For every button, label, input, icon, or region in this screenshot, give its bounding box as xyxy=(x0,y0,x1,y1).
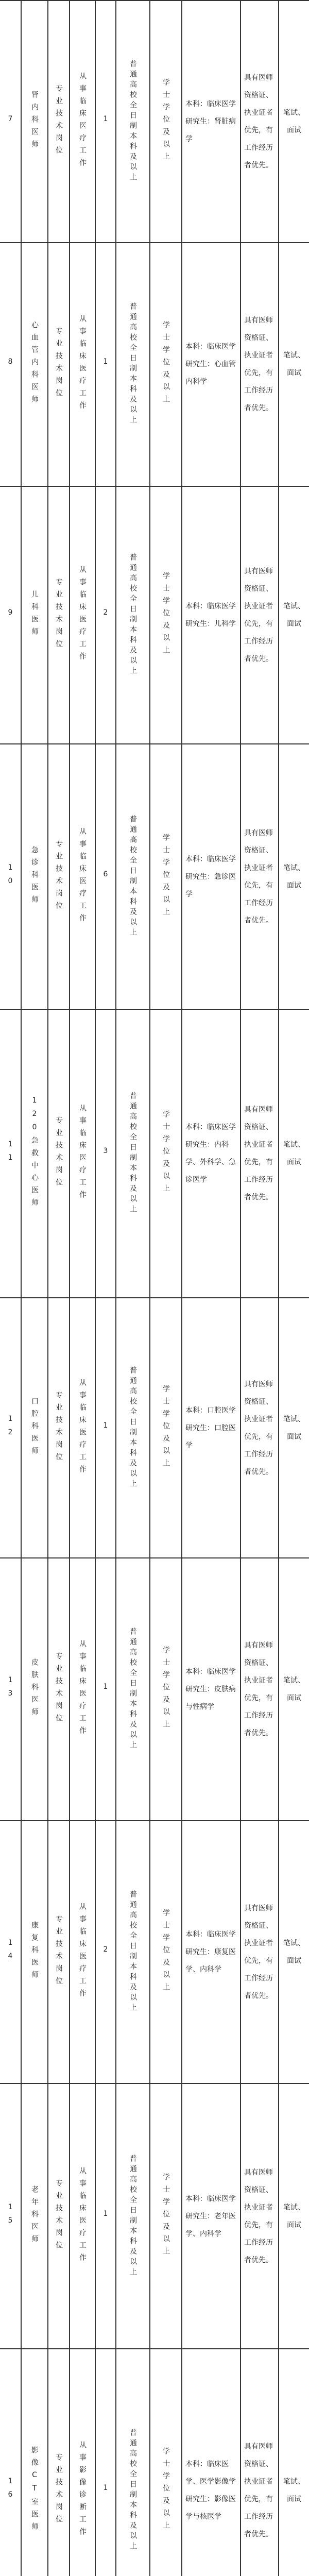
table-row xyxy=(0,744,309,1010)
degree-text: 学士学位及以上 xyxy=(162,2447,170,2534)
exam-method-text: 笔试、面试 xyxy=(283,1939,305,1965)
major-text: 本科：临床医学 研究生：心血管内科学 xyxy=(185,342,236,386)
department-cell xyxy=(21,1558,47,1820)
row-number-text: 13 xyxy=(6,1676,14,1703)
requirements-cell xyxy=(240,744,278,1009)
position-category-cell xyxy=(47,487,69,743)
major-cell xyxy=(181,1,240,242)
position-category-text: 专业技术岗位 xyxy=(55,2453,63,2528)
hire-count-cell xyxy=(95,1010,115,1297)
requirements-text: 具有医师资格证、执业证者优先，有工作经历者优先。 xyxy=(244,74,273,170)
degree-text: 学士学位及以上 xyxy=(162,2173,170,2260)
major-text: 本科：临床医学 研究生：儿科学 xyxy=(185,602,236,628)
degree-text: 学士学位及以上 xyxy=(162,1909,170,1995)
hire-count-text: 1 xyxy=(101,115,110,128)
duty-text: 从事影像诊断工作 xyxy=(78,2441,87,2540)
row-number-text: 8 xyxy=(6,357,14,371)
table-row xyxy=(0,1298,309,1558)
education-text: 普通高校全日制本科及以上 xyxy=(129,2429,137,2552)
hire-count-cell xyxy=(95,487,115,743)
row-number-text: 12 xyxy=(6,1414,14,1442)
exam-method-text: 笔试、面试 xyxy=(283,109,305,134)
department-text: 口腔科医师 xyxy=(30,1397,39,1459)
major-cell xyxy=(181,744,240,1009)
row-number-cell xyxy=(0,744,21,1009)
exam-method-text: 笔试、面试 xyxy=(283,1415,305,1441)
row-number-text: 15 xyxy=(6,2202,14,2230)
exam-method-cell xyxy=(278,1821,309,2083)
department-text: 120急救中心医师 xyxy=(30,1096,39,1211)
requirements-text: 具有医师资格证、执业证者优先，有工作经历者优先。 xyxy=(244,2443,273,2538)
duty-cell xyxy=(69,2084,95,2348)
degree-cell xyxy=(149,2349,181,2576)
duty-text: 从事临床医疗工作 xyxy=(78,566,87,665)
hire-count-cell xyxy=(95,1,115,242)
duty-text: 从事临床医疗工作 xyxy=(78,314,87,414)
position-category-text: 专业技术岗位 xyxy=(55,1391,63,1465)
education-text: 普通高校全日制本科及以上 xyxy=(129,1628,137,1751)
table-row xyxy=(0,0,309,243)
position-category-cell xyxy=(47,1298,69,1557)
requirements-cell xyxy=(240,2084,278,2348)
row-number-cell xyxy=(0,1010,21,1297)
duty-cell xyxy=(69,744,95,1009)
duty-cell xyxy=(69,1558,95,1820)
exam-method-text: 笔试、面试 xyxy=(283,2203,305,2229)
table-row xyxy=(0,242,309,487)
major-text: 本科：临床医学 研究生：肾脏病学 xyxy=(185,100,236,143)
department-cell xyxy=(21,1821,47,2083)
major-text: 本科：临床医学 研究生：急诊医学 xyxy=(185,855,236,899)
department-text: 急诊科医师 xyxy=(30,845,39,908)
exam-method-cell xyxy=(278,1298,309,1557)
exam-method-cell xyxy=(278,487,309,743)
education-cell xyxy=(115,242,149,486)
department-text: 心血管内科医师 xyxy=(30,320,39,408)
duty-text: 从事临床医疗工作 xyxy=(78,1104,87,1203)
exam-method-cell xyxy=(278,1558,309,1820)
department-cell xyxy=(21,744,47,1009)
department-cell xyxy=(21,487,47,743)
hire-count-text: 3 xyxy=(101,1147,110,1160)
duty-cell xyxy=(69,2349,95,2576)
major-cell xyxy=(181,1821,240,2083)
row-number-text: 14 xyxy=(6,1939,14,1965)
row-number-cell xyxy=(0,2349,21,2576)
requirements-cell xyxy=(240,1821,278,2083)
degree-cell xyxy=(149,744,181,1009)
education-cell xyxy=(115,2349,149,2576)
degree-cell xyxy=(149,1298,181,1557)
degree-cell xyxy=(149,487,181,743)
row-number-text: 10 xyxy=(6,863,14,890)
hire-count-text: 1 xyxy=(101,1421,110,1435)
exam-method-cell xyxy=(278,744,309,1009)
requirements-cell xyxy=(240,242,278,486)
position-category-cell xyxy=(47,1821,69,2083)
hire-count-cell xyxy=(95,1558,115,1820)
position-category-cell xyxy=(47,1558,69,1820)
requirements-text: 具有医师资格证、执业证者优先，有工作经历者优先。 xyxy=(244,1904,273,2000)
row-number-cell xyxy=(0,1,21,242)
degree-text: 学士学位及以上 xyxy=(162,1646,170,1733)
education-text: 普通高校全日制本科及以上 xyxy=(129,815,137,939)
major-cell xyxy=(181,1558,240,1820)
position-category-text: 专业技术岗位 xyxy=(55,1116,63,1191)
hire-count-text: 2 xyxy=(101,1945,110,1959)
table-row xyxy=(0,487,309,744)
department-text: 肾内科医师 xyxy=(30,91,39,152)
degree-cell xyxy=(149,1010,181,1297)
row-number-cell xyxy=(0,242,21,486)
major-cell xyxy=(181,242,240,486)
exam-method-text: 笔试、面试 xyxy=(283,1676,305,1702)
row-number-text: 9 xyxy=(6,608,14,622)
hire-count-cell xyxy=(95,1821,115,2083)
position-category-text: 专业技术岗位 xyxy=(55,2179,63,2253)
department-text: 影像CT室医师 xyxy=(30,2446,39,2535)
education-text: 普通高校全日制本科及以上 xyxy=(129,1890,137,2014)
hire-count-cell xyxy=(95,242,115,486)
department-cell xyxy=(21,1,47,242)
requirements-text: 具有医师资格证、执业证者优先，有工作经历者优先。 xyxy=(244,2168,273,2264)
major-text: 本科：临床医学 研究生：康复医学、内科学 xyxy=(185,1930,236,1974)
degree-text: 学士学位及以上 xyxy=(162,320,170,408)
degree-text: 学士学位及以上 xyxy=(162,1384,170,1471)
department-cell xyxy=(21,2084,47,2348)
duty-text: 从事临床医疗工作 xyxy=(78,1378,87,1478)
degree-cell xyxy=(149,2084,181,2348)
row-number-text: 16 xyxy=(6,2477,14,2504)
major-cell xyxy=(181,2349,240,2576)
position-category-cell xyxy=(47,2084,69,2348)
exam-method-text: 笔试、面试 xyxy=(283,863,305,890)
requirements-text: 具有医师资格证、执业证者优先，有工作经历者优先。 xyxy=(244,1380,273,1476)
duty-cell xyxy=(69,242,95,486)
duty-cell xyxy=(69,1298,95,1557)
exam-method-cell xyxy=(278,242,309,486)
department-text: 老年科医师 xyxy=(30,2185,39,2247)
position-category-text: 专业技术岗位 xyxy=(55,327,63,401)
degree-cell xyxy=(149,1,181,242)
row-number-cell xyxy=(0,1298,21,1557)
hire-count-text: 1 xyxy=(101,2484,110,2497)
department-text: 皮肤科医师 xyxy=(30,1658,39,1720)
requirements-text: 具有医师资格证、执业证者优先，有工作经历者优先。 xyxy=(244,828,273,925)
department-cell xyxy=(21,1298,47,1557)
requirements-cell xyxy=(240,1010,278,1297)
exam-method-cell xyxy=(278,2349,309,2576)
exam-method-text: 笔试、面试 xyxy=(283,1141,305,1166)
major-cell xyxy=(181,1010,240,1297)
duty-text: 从事临床医疗工作 xyxy=(78,1903,87,2002)
degree-cell xyxy=(149,1821,181,2083)
duty-text: 从事临床医疗工作 xyxy=(78,827,87,926)
row-number-cell xyxy=(0,1821,21,2083)
department-cell xyxy=(21,242,47,486)
requirements-text: 具有医师资格证、执业证者优先，有工作经历者优先。 xyxy=(244,567,273,663)
row-number-cell xyxy=(0,1558,21,1820)
duty-cell xyxy=(69,1010,95,1297)
education-text: 普通高校全日制本科及以上 xyxy=(129,553,137,677)
table-row xyxy=(0,1558,309,1821)
education-cell xyxy=(115,744,149,1009)
requirements-cell xyxy=(240,1298,278,1557)
major-text: 本科：临床医学 研究生：老年医学、内科学 xyxy=(185,2194,236,2238)
degree-text: 学士学位及以上 xyxy=(162,833,170,920)
requirements-text: 具有医师资格证、执业证者优先，有工作经历者优先。 xyxy=(244,1106,273,1201)
hire-count-cell xyxy=(95,2349,115,2576)
duty-text: 从事临床医疗工作 xyxy=(78,72,87,171)
position-category-cell xyxy=(47,1,69,242)
duty-text: 从事临床医疗工作 xyxy=(78,2166,87,2266)
major-text: 本科：口腔医学 研究生：口腔医学 xyxy=(185,1406,236,1450)
duty-cell xyxy=(69,1821,95,2083)
education-cell xyxy=(115,1558,149,1820)
position-category-text: 专业技术岗位 xyxy=(55,84,63,159)
position-category-text: 专业技术岗位 xyxy=(55,1915,63,1989)
position-category-cell xyxy=(47,1010,69,1297)
major-text: 本科：临床医学 研究生：内科学、外科学、急诊医学 xyxy=(185,1123,236,1184)
hire-count-cell xyxy=(95,2084,115,2348)
table-row xyxy=(0,2084,309,2349)
major-cell xyxy=(181,487,240,743)
requirements-text: 具有医师资格证、执业证者优先，有工作经历者优先。 xyxy=(244,1641,273,1737)
position-category-cell xyxy=(47,744,69,1009)
requirements-cell xyxy=(240,487,278,743)
exam-method-cell xyxy=(278,1010,309,1297)
education-text: 普通高校全日制本科及以上 xyxy=(129,302,137,426)
major-cell xyxy=(181,2084,240,2348)
table-row xyxy=(0,1821,309,2084)
hire-count-cell xyxy=(95,744,115,1009)
duty-cell xyxy=(69,1,95,242)
degree-text: 学士学位及以上 xyxy=(162,78,170,165)
education-text: 普通高校全日制本科及以上 xyxy=(129,2154,137,2278)
education-cell xyxy=(115,1821,149,2083)
education-text: 普通高校全日制本科及以上 xyxy=(129,1366,137,1490)
requirements-cell xyxy=(240,1558,278,1820)
exam-method-cell xyxy=(278,2084,309,2348)
department-cell xyxy=(21,2349,47,2576)
position-category-text: 专业技术岗位 xyxy=(55,1652,63,1726)
education-cell xyxy=(115,1,149,242)
major-text: 本科：临床医学 研究生：皮肤病与性病学 xyxy=(185,1668,236,1711)
exam-method-cell xyxy=(278,1,309,242)
hire-count-text: 1 xyxy=(101,357,110,371)
row-number-text: 11 xyxy=(6,1140,14,1167)
department-text: 儿科医师 xyxy=(30,590,39,640)
degree-text: 学士学位及以上 xyxy=(162,1110,170,1197)
major-text: 本科：临床医学、医学影像学 研究生：影像医学与核医学 xyxy=(185,2460,236,2521)
requirements-cell xyxy=(240,2349,278,2576)
position-category-text: 专业技术岗位 xyxy=(55,578,63,652)
position-category-cell xyxy=(47,2349,69,2576)
hire-count-text: 2 xyxy=(101,608,110,622)
degree-cell xyxy=(149,1558,181,1820)
row-number-text: 7 xyxy=(6,115,14,128)
education-cell xyxy=(115,487,149,743)
department-cell xyxy=(21,1010,47,1297)
row-number-cell xyxy=(0,487,21,743)
exam-method-text: 笔试、面试 xyxy=(283,2478,305,2503)
education-cell xyxy=(115,1010,149,1297)
requirements-text: 具有医师资格证、执业证者优先，有工作经历者优先。 xyxy=(244,316,273,412)
requirements-cell xyxy=(240,1,278,242)
table-row xyxy=(0,2349,309,2576)
department-text: 康复科医师 xyxy=(30,1921,39,1983)
major-cell xyxy=(181,1298,240,1557)
duty-cell xyxy=(69,487,95,743)
hire-count-text: 6 xyxy=(101,870,110,884)
duty-text: 从事临床医疗工作 xyxy=(78,1640,87,1739)
hire-count-cell xyxy=(95,1298,115,1557)
hire-count-text: 1 xyxy=(101,2209,110,2223)
hire-count-text: 1 xyxy=(101,1683,110,1696)
position-category-cell xyxy=(47,242,69,486)
education-cell xyxy=(115,2084,149,2348)
table-row xyxy=(0,1010,309,1298)
row-number-cell xyxy=(0,2084,21,2348)
position-category-text: 专业技术岗位 xyxy=(55,839,63,914)
education-cell xyxy=(115,1298,149,1557)
education-text: 普通高校全日制本科及以上 xyxy=(129,60,137,183)
degree-text: 学士学位及以上 xyxy=(162,572,170,658)
education-text: 普通高校全日制本科及以上 xyxy=(129,1092,137,1215)
exam-method-text: 笔试、面试 xyxy=(283,602,305,628)
exam-method-text: 笔试、面试 xyxy=(283,351,305,377)
degree-cell xyxy=(149,242,181,486)
